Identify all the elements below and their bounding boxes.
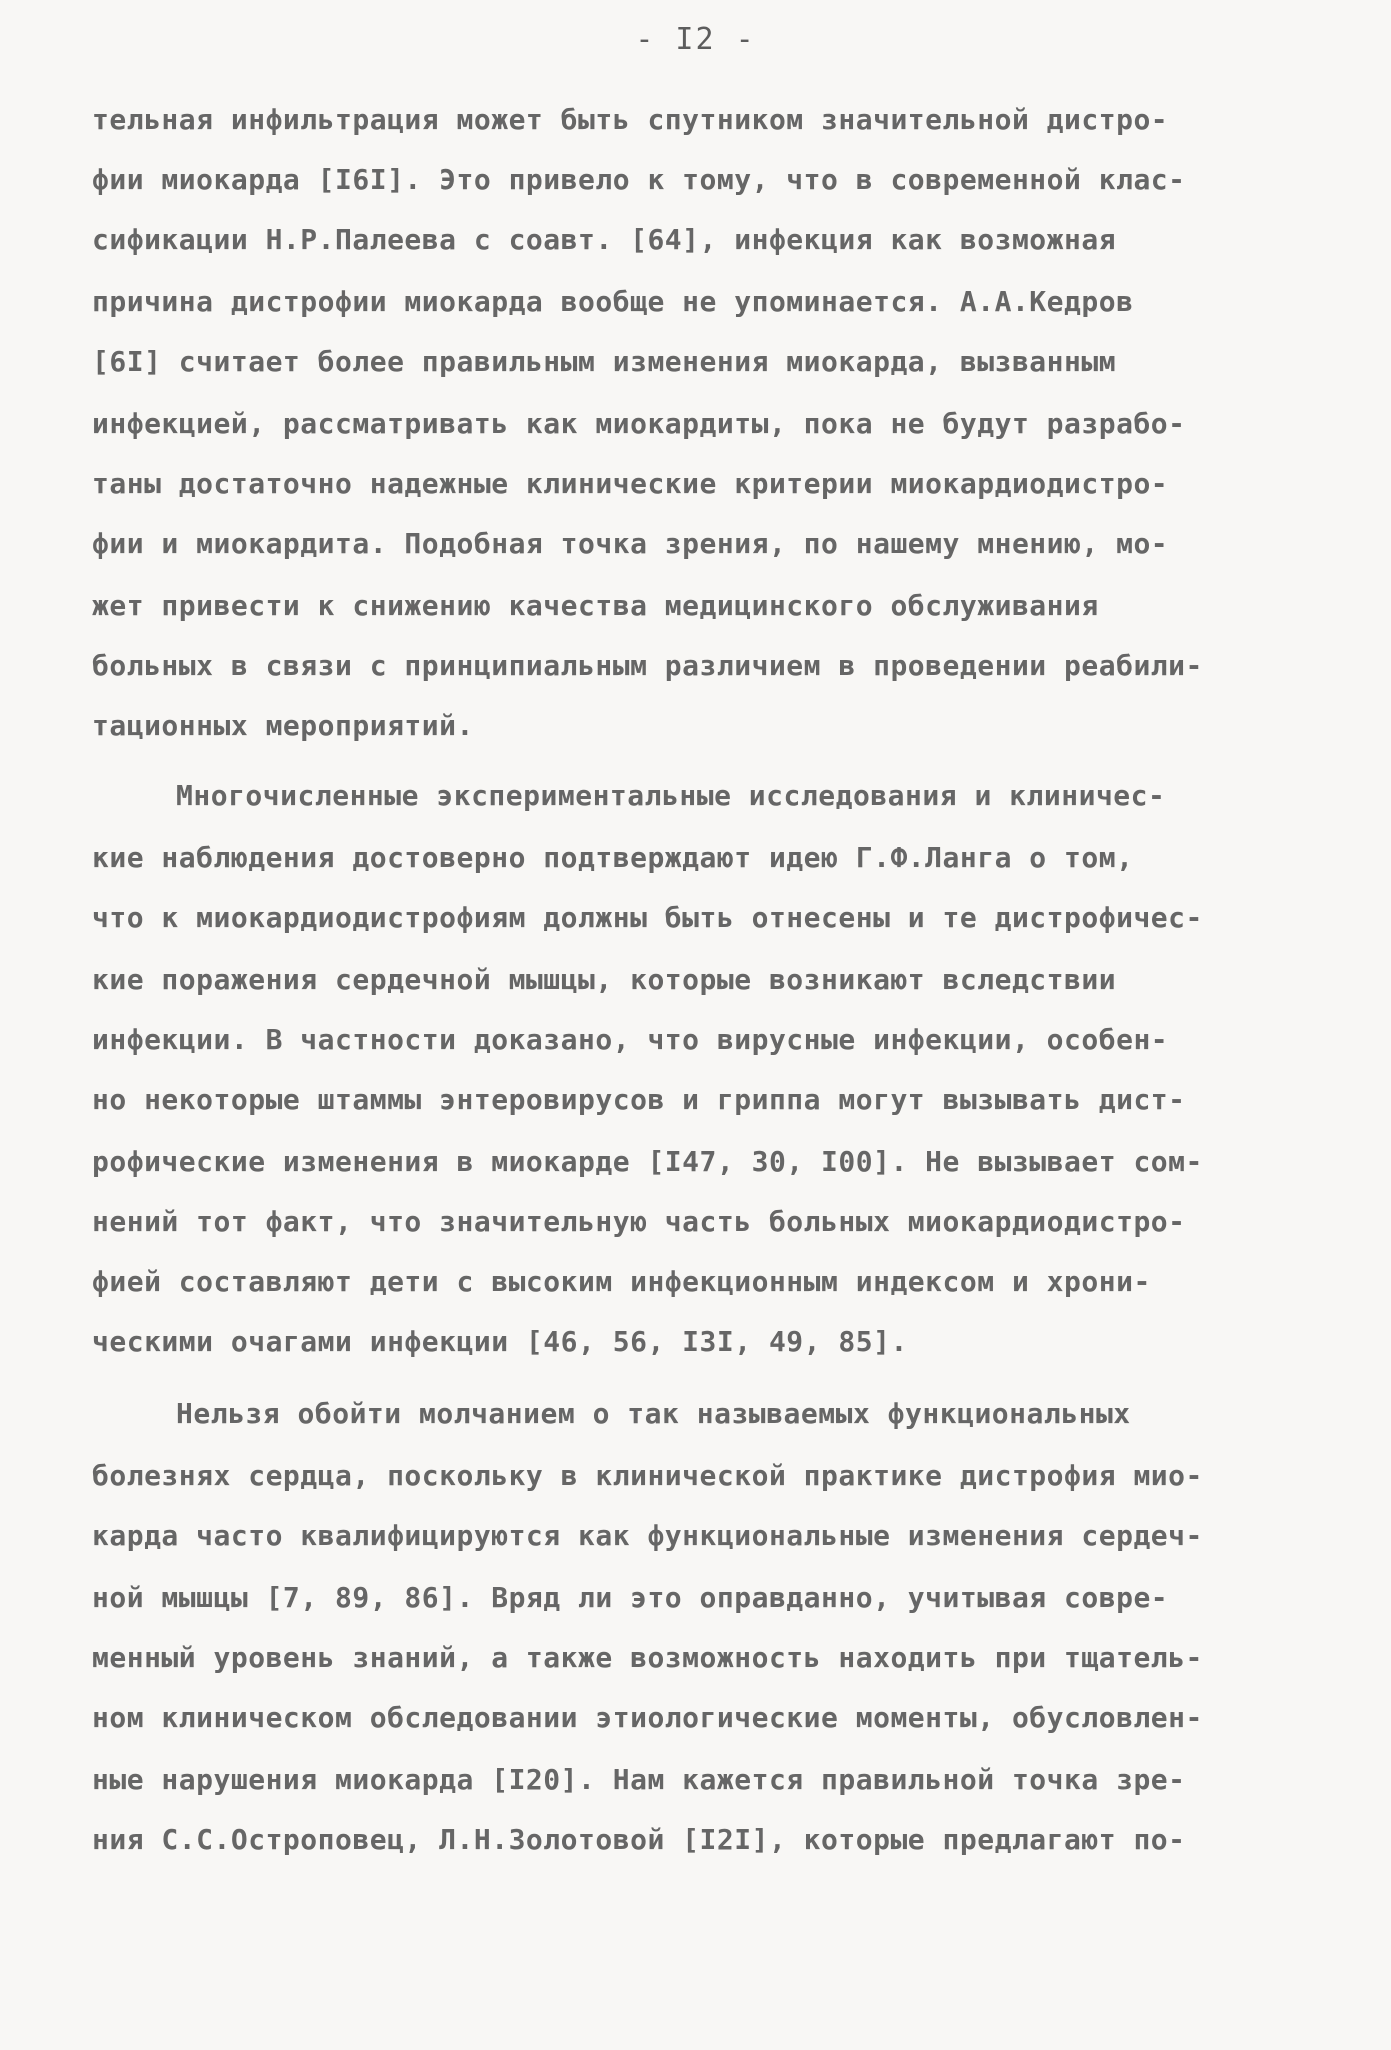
paragraph-1-line-8: фии и миокардита. Подобная точка зрения, по нашему мнению, мо- (92, 527, 1169, 560)
paragraph-1-line-5: [6I] считает более правильным изменения миокарда, вызванным (92, 345, 1117, 378)
paragraph-2-line-9: фией составляют дети с высоким инфекционным индексом и хрони- (92, 1265, 1151, 1298)
page-number: - I2 - (635, 22, 756, 57)
paragraph-3-line-2: болезнях сердца, поскольку в клинической практике дистрофия мио- (92, 1459, 1203, 1492)
paragraph-1-line-9: жет привести к снижению качества медицинского обслуживания (92, 589, 1099, 622)
paragraph-2-line-1: Многочисленные экспериментальные исследования и клиничес- (176, 779, 1166, 812)
paragraph-1-line-11: тационных мероприятий. (92, 709, 474, 742)
paragraph-1-line-6: инфекцией, рассматривать как миокардиты, пока не будут разрабо- (92, 407, 1186, 440)
paragraph-2-line-2: кие наблюдения достоверно подтверждают идею Г.Ф.Ланга о том, (92, 841, 1134, 874)
paragraph-3-line-8: ния С.С.Остроповец, Л.Н.Золотовой [I2I], которые предлагают по- (92, 1823, 1186, 1856)
paragraph-2-line-4: кие поражения сердечной мышцы, которые возникают вследствии (92, 963, 1117, 996)
paragraph-1-line-10: больных в связи с принципиальным различием в проведении реабили- (92, 649, 1203, 682)
paragraph-3-line-5: менный уровень знаний, а также возможность находить при тщатель- (92, 1641, 1203, 1674)
paragraph-2-line-10: ческими очагами инфекции [46, 56, I3I, 49, 85]. (92, 1325, 908, 1358)
paragraph-1-line-2: фии миокарда [I6I]. Это привело к тому, что в современной клас- (92, 163, 1186, 196)
paragraph-1-line-1: тельная инфильтрация может быть спутником значительной дистро- (92, 103, 1169, 136)
paragraph-2-line-8: нений тот факт, что значительную часть больных миокардиодистро- (92, 1205, 1186, 1238)
paragraph-3-line-3: карда часто квалифицируются как функциональные изменения сердеч- (92, 1519, 1203, 1552)
paragraph-1-line-7: таны достаточно надежные клинические критерии миокардиодистро- (92, 467, 1169, 500)
paragraph-3-line-1: Нельзя обойти молчанием о так называемых функциональных (176, 1397, 1131, 1430)
paragraph-3-line-7: ные нарушения миокарда [I20]. Нам кажется правильной точка зре- (92, 1763, 1186, 1796)
paragraph-1-line-3: сификации Н.Р.Палеева с соавт. [64], инфекция как возможная (92, 223, 1117, 256)
paragraph-2-line-6: но некоторые штаммы энтеровирусов и гриппа могут вызывать дист- (92, 1083, 1186, 1116)
paragraph-1-line-4: причина дистрофии миокарда вообще не упоминается. А.А.Кедров (92, 285, 1134, 318)
paragraph-3-line-6: ном клиническом обследовании этиологические моменты, обусловлен- (92, 1701, 1203, 1734)
paragraph-3-line-4: ной мышцы [7, 89, 86]. Вряд ли это оправданно, учитывая совре- (92, 1581, 1169, 1614)
paragraph-2-line-7: рофические изменения в миокарде [I47, 30, I00]. Не вызывает сом- (92, 1145, 1203, 1178)
paragraph-2-line-3: что к миокардиодистрофиям должны быть отнесены и те дистрофичес- (92, 901, 1203, 934)
paragraph-2-line-5: инфекции. В частности доказано, что вирусные инфекции, особен- (92, 1023, 1169, 1056)
